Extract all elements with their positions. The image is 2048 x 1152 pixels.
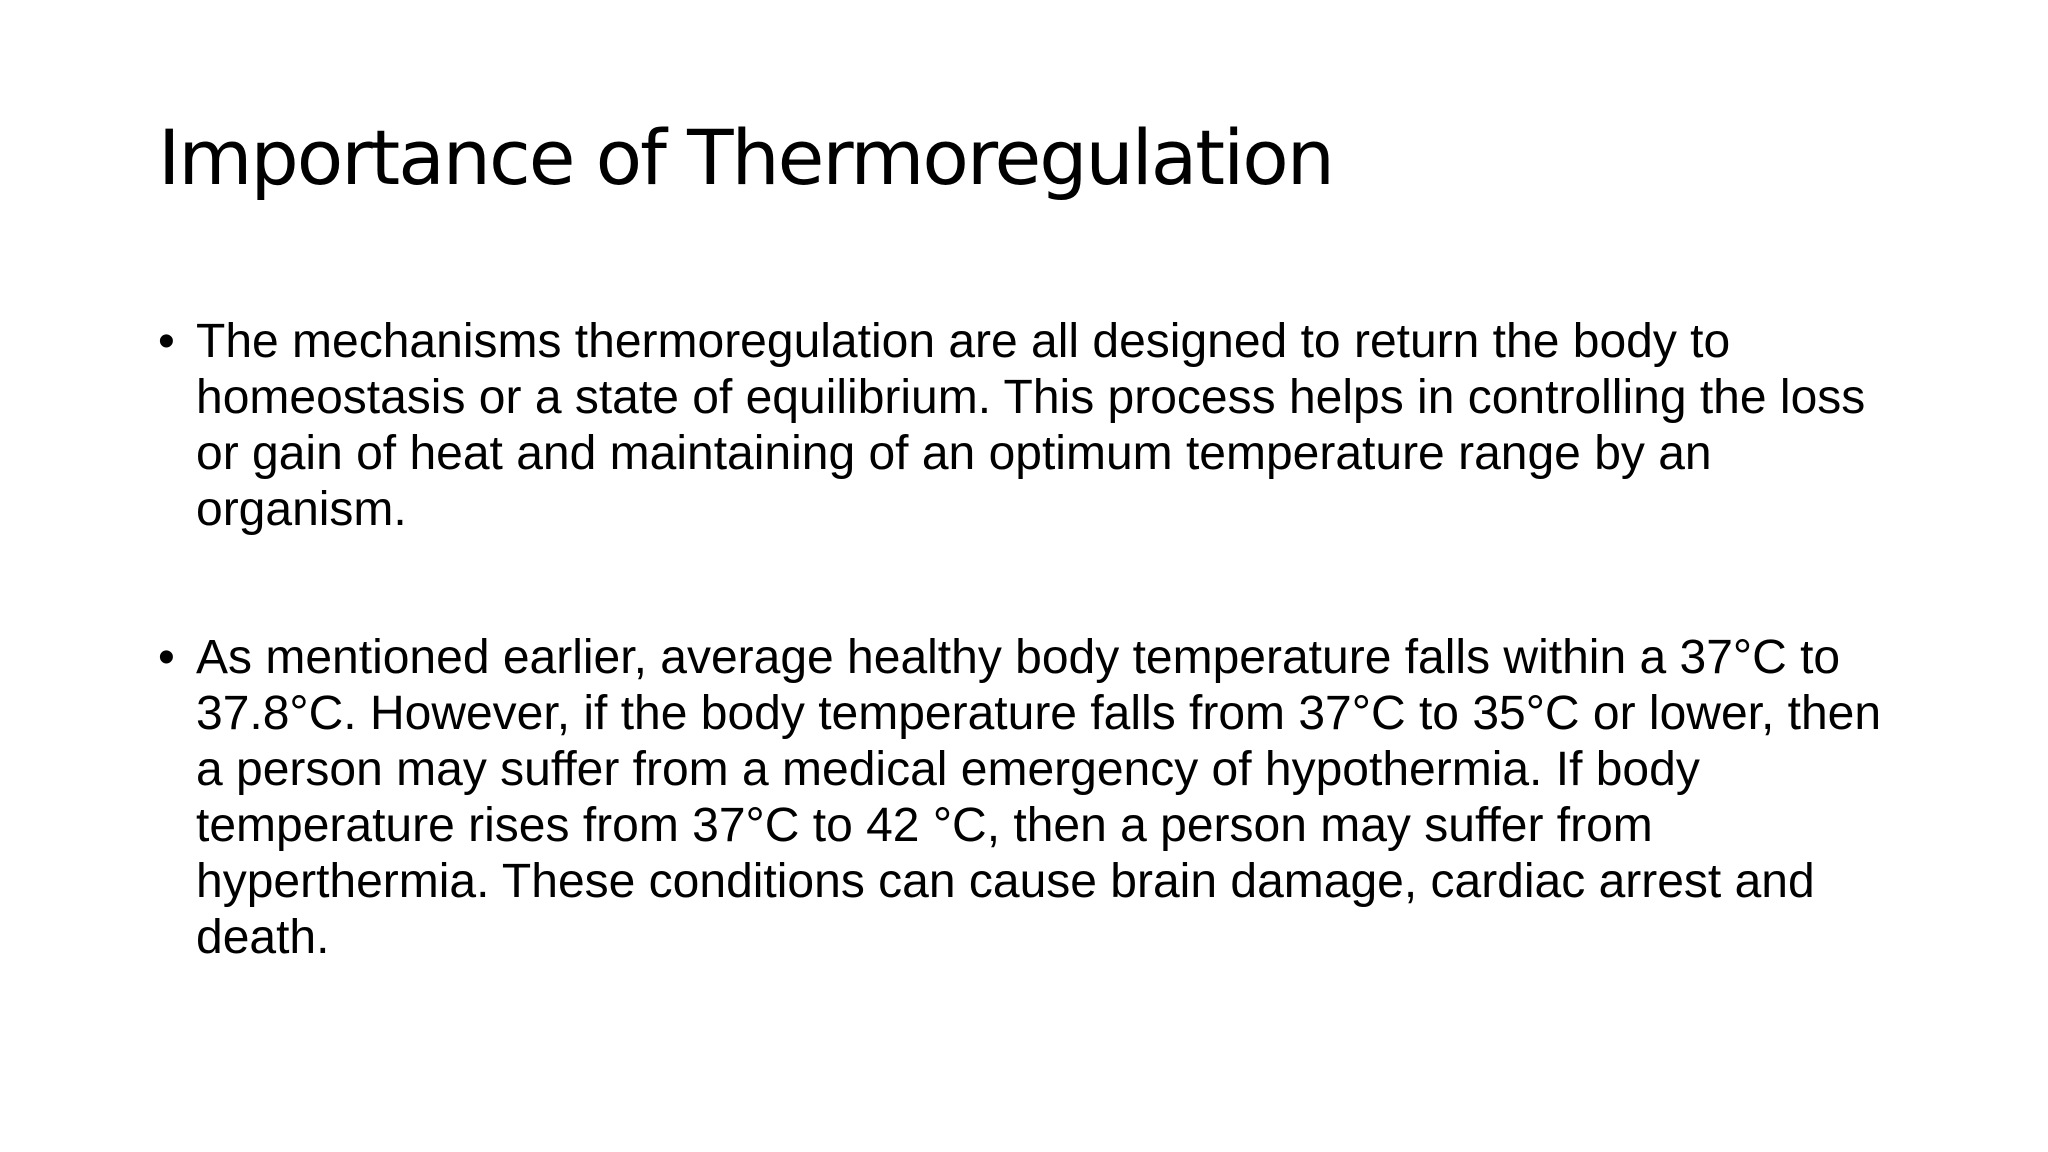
bullet-text: As mentioned earlier, average healthy body temperature falls within a 37°C to 37.8°C. However, if the body temperature falls from 37°C to 35°C or lower, then a person may suffer from a medical emergency of hypothermia. If body temperature rises from 37°C to 42 °C, then a person may suffer from hyperthermia. These conditions can cause brain damage, cardiac arrest and death. bbox=[196, 631, 1882, 964]
bullet-list bbox=[158, 314, 1918, 966]
bullet-text: The mechanisms thermoregulation are all designed to return the body to homeostasis or a state of equilibrium. This process helps in controlling the loss or gain of heat and maintaining of an optimum temperature range by an organism. bbox=[196, 315, 1866, 536]
bullet-marker: • bbox=[158, 631, 175, 684]
bullet-marker: • bbox=[158, 315, 175, 368]
slide-title: Importance of Thermoregulation bbox=[158, 113, 1333, 202]
list-item bbox=[158, 630, 1918, 966]
list-item bbox=[158, 314, 1918, 538]
